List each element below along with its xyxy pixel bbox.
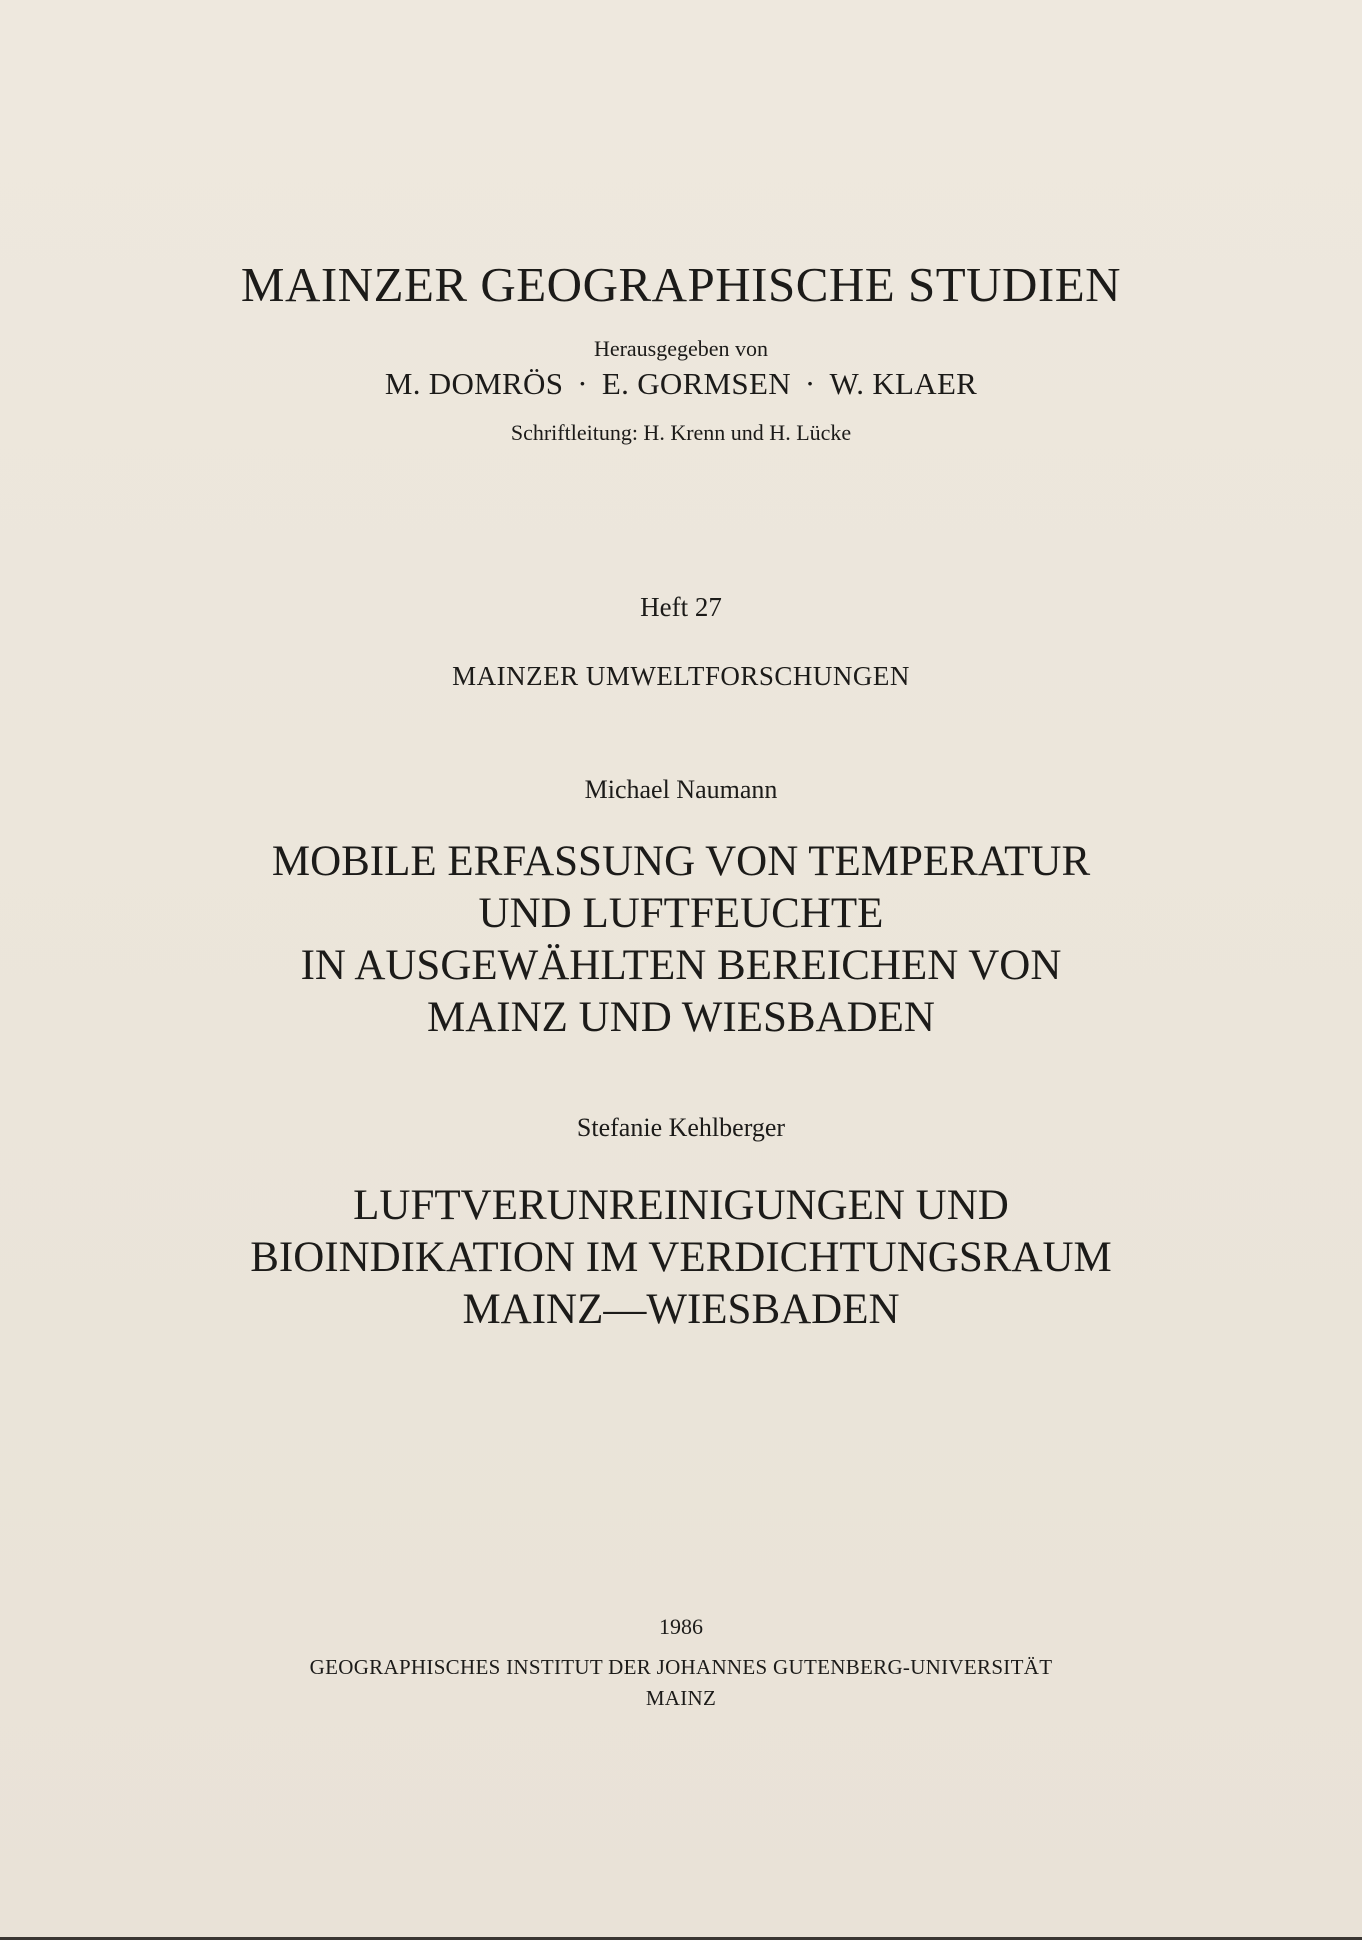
issue-number: Heft 27	[640, 592, 722, 622]
work-title-line: BIOINDIKATION IM VERDICHTUNGSRAUM	[250, 1234, 1112, 1281]
work-title-line: LUFTVERUNREINIGUNGEN UND	[353, 1182, 1009, 1229]
separator-dot: ·	[804, 366, 816, 401]
work-title	[0, 1180, 1362, 1336]
work-title-line: MOBILE ERFASSUNG VON TEMPERATUR	[271, 838, 1091, 885]
editors-line	[0, 366, 1362, 402]
publisher: GEOGRAPHISCHES INSTITUT DER JOHANNES GUTENBERG-UNIVERSITÄT	[309, 1655, 1053, 1679]
editor-name: W. KLAER	[829, 366, 978, 401]
editor-name: E. GORMSEN	[601, 366, 791, 401]
publication-city: MAINZ	[645, 1686, 717, 1710]
work-title-line: MAINZ UND WIESBADEN	[426, 994, 935, 1041]
work-title-line: UND LUFTFEUCHTE	[478, 890, 884, 937]
series-title: MAINZER GEOGRAPHISCHE STUDIEN	[240, 257, 1122, 312]
author-name: Stefanie Kehlberger	[576, 1113, 786, 1142]
subseries-title: MAINZER UMWELTFORSCHUNGEN	[452, 661, 910, 691]
separator-dot: ·	[577, 366, 588, 401]
managing-editors: Schriftleitung: H. Krenn und H. Lücke	[510, 420, 852, 445]
work-title-line: MAINZ—WIESBADEN	[462, 1286, 900, 1333]
editor-name: M. DOMRÖS	[384, 366, 564, 401]
publication-year: 1986	[659, 1614, 703, 1639]
author-name: Michael Naumann	[584, 775, 778, 804]
work-title-line: IN AUSGEWÄHLTEN BEREICHEN VON	[300, 942, 1062, 989]
work-title	[0, 836, 1362, 1044]
editor-label: Herausgegeben von	[593, 336, 769, 361]
